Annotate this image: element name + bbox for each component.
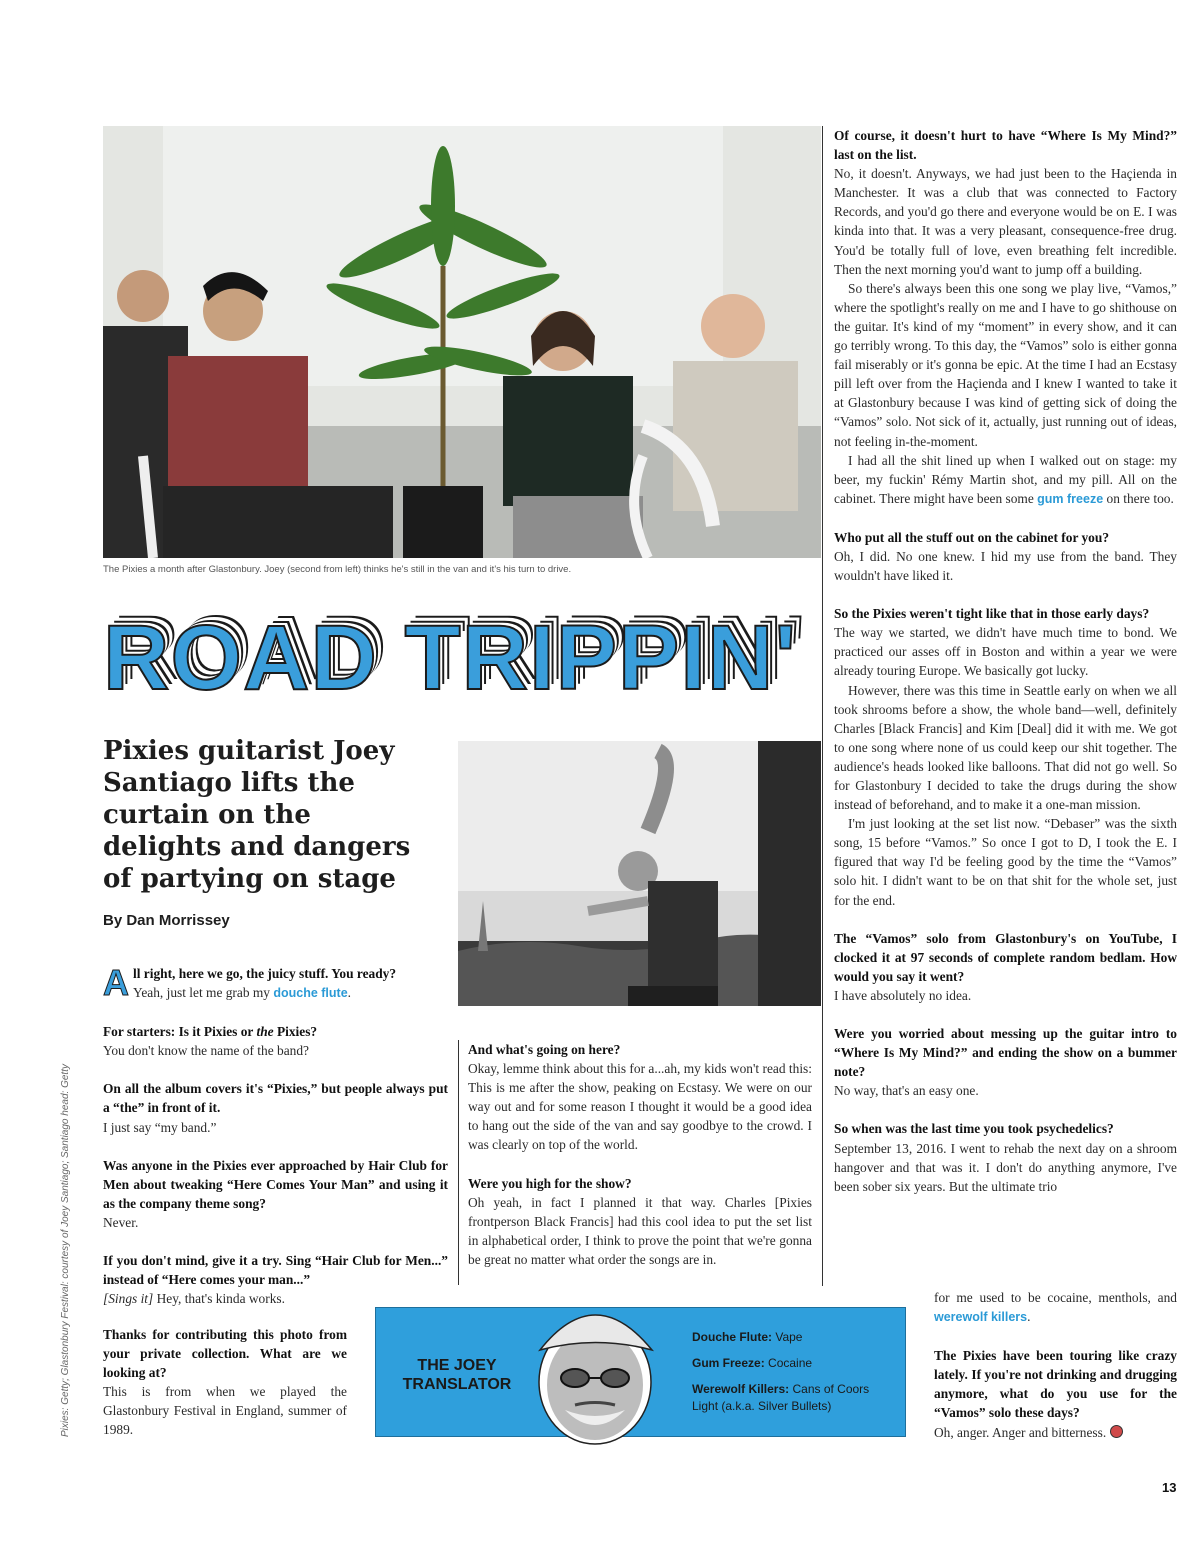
question-4: Was anyone in the Pixies ever approached by Hair Club for Men about tweaking “Here Comes Your Man” and using it as the company theme song? xyxy=(103,1157,448,1211)
answer-1 xyxy=(103,983,448,1003)
answer-3: I just say “my band.” xyxy=(103,1119,217,1135)
answer-4: Never. xyxy=(103,1214,139,1230)
translator-list xyxy=(692,1329,892,1424)
question-2 xyxy=(103,1022,448,1041)
translator-item-gum-freeze xyxy=(692,1355,892,1372)
answer-13: No way, that's an easy one. xyxy=(834,1083,979,1099)
page-number: 13 xyxy=(1162,1480,1177,1495)
column-1-bottom xyxy=(103,1325,347,1440)
byline: By Dan Morrissey xyxy=(103,912,230,929)
band-photo xyxy=(103,126,821,558)
werewolf-killers-term: werewolf killers xyxy=(934,1310,1028,1325)
column-3 xyxy=(834,126,1177,1196)
translator-term: Douche Flute: xyxy=(692,1330,772,1344)
column-1 xyxy=(103,964,448,1308)
question-11: So the Pixies weren't tight like that in those early days? xyxy=(834,606,1150,622)
answer-5 xyxy=(103,1289,448,1308)
joey-head-illustration xyxy=(520,1290,670,1450)
answer-1-text: Yeah, just let me grab my xyxy=(133,985,274,1001)
column-2 xyxy=(468,1040,812,1269)
translator-term: Werewolf Killers: xyxy=(692,1382,790,1396)
column-3-bottom xyxy=(934,1288,1177,1442)
answer-15 xyxy=(934,1423,1177,1442)
question-2-end: Pixies? xyxy=(273,1024,318,1040)
answer-14b xyxy=(934,1288,1177,1327)
photo-caption: The Pixies a month after Glastonbury. Joey (second from left) thinks he's still in the van and it's his turn to drive. xyxy=(103,564,572,575)
gum-freeze-term: gum freeze xyxy=(1037,491,1104,506)
end-mark-icon xyxy=(1110,1425,1123,1438)
joey-head-icon xyxy=(520,1290,670,1450)
translator-term: Gum Freeze: xyxy=(692,1356,765,1370)
answer-9c xyxy=(834,451,1177,509)
question-3: On all the album covers it's “Pixies,” but people always put a “the” in front of it. xyxy=(103,1081,448,1116)
answer-7: Okay, lemme think about this for a...ah, my kids won't read this: This is me after the show, peaking on Ecstasy. We were on our way out and for some reason I thought it would be a good idea to hang out the side of the van and say goodbye to the crowd. I was clearly on top of the world. xyxy=(468,1061,812,1153)
question-8: Were you high for the show? xyxy=(468,1175,632,1191)
answer-2: You don't know the name of the band? xyxy=(103,1043,309,1059)
answer-9: No, it doesn't. Anyways, we had just been to the Haçienda in Manchester. It was a club that was connected to Factory Records, and you'd go there and everyone would be on E. I was kinda into that. It was a very pleasant, consequence-free drug. You'd be totally full of love, even breathing felt incredible. Then the next morning you'd want to jump off a building. xyxy=(834,166,1177,277)
question-12: The “Vamos” solo from Glastonbury's on YouTube, I clocked it at 97 seconds of complete random bedlam. How would you say it went? xyxy=(834,930,1177,984)
answer-14b-text: for me used to be cocaine, menthols, and xyxy=(934,1290,1177,1305)
answer-14b-end: . xyxy=(1027,1309,1031,1325)
answer-9c-end: on there too. xyxy=(1103,490,1174,506)
answer-8: Oh yeah, in fact I planned it that way. Charles [Pixies frontperson Black Francis] had this cool idea to put the set list in alphabetical order, I think to prove the point that we're gonna be great no matter what order the songs are in. xyxy=(468,1194,812,1267)
question-9: Of course, it doesn't hurt to have “Where Is My Mind?” last on the list. xyxy=(834,128,1177,163)
question-13: Were you worried about messing up the guitar intro to “Where Is My Mind?” and ending the show on a bummer note? xyxy=(834,1026,1177,1080)
answer-11: The way we started, we didn't have much time to bond. We practiced our asses off in Boston and within a year we were already touring Europe. We basically got lucky. xyxy=(834,625,1177,679)
answer-12: I have absolutely no idea. xyxy=(834,987,972,1003)
column-rule-left xyxy=(458,1040,459,1285)
translator-meaning: Vape xyxy=(772,1330,803,1344)
question-15: The Pixies have been touring like crazy lately. If you're not drinking and drugging anymore, what do you use for the “Vamos” solo these days? xyxy=(934,1348,1177,1421)
answer-15-text: Oh, anger. Anger and bitterness. xyxy=(934,1424,1107,1440)
band-photo-image xyxy=(103,126,821,558)
dropcap: A xyxy=(103,962,129,1003)
answer-5-text: Hey, that's kinda works. xyxy=(153,1291,285,1307)
question-5: If you don't mind, give it a try. Sing “Hair Club for Men...” instead of “Here comes your man...” xyxy=(103,1253,448,1288)
question-10: Who put all the stuff out on the cabinet for you? xyxy=(834,529,1110,545)
answer-14: September 13, 2016. I went to rehab the next day on a shroom hangover and that was it. I don't do anything anymore, I've been sober six years. But the ultimate trio xyxy=(834,1140,1177,1194)
answer-10: Oh, I did. No one knew. I hid my use from the band. They wouldn't have liked it. xyxy=(834,548,1177,584)
deck: Pixies guitarist Joey Santiago lifts the curtain on the delights and dangers of partying on stage xyxy=(103,736,411,894)
answer-9c-text: I had all the shit lined up when I walked out on stage: my beer, my fuckin' Rémy Martin shot, and my pill. All on the cabinet. There might have been some xyxy=(834,452,1177,506)
translator-meaning: Cans of Coors Light (a.k.a. Silver Bullets) xyxy=(692,1382,870,1413)
translator-meaning: Cocaine xyxy=(764,1356,813,1370)
photo-credit: Pixies: Getty; Glastonbury Festival: courtesy of Joey Santiago; Santiago head: Getty xyxy=(60,1064,71,1437)
concert-photo-image xyxy=(458,741,821,1006)
column-rule-right xyxy=(822,126,823,1286)
question-1: ll right, here we go, the juicy stuff. You ready? xyxy=(133,966,397,981)
answer-5-stage: [Sings it] xyxy=(103,1291,154,1307)
answer-11b: However, there was this time in Seattle early on when we all took shrooms before a show, the whole band—well, definitely Charles [Black Francis] and Kim [Deal] did it with me. We got to one song where none of us could keep our shit together. The audience's heads looked like balloons. That did not go well. So for Glastonbury I decided to take the drugs during the show instead of beforehand, and to make it a one-man mission. xyxy=(834,682,1177,813)
question-7: And what's going on here? xyxy=(468,1042,621,1057)
question-2-emphasis: the xyxy=(256,1024,274,1040)
question-14: So when was the last time you took psychedelics? xyxy=(834,1121,1114,1137)
answer-1-end: . xyxy=(347,985,352,1001)
answer-9b: So there's always been this one song we play live, “Vamos,” where the spotlight's really on me and I have to go shithouse on the guitar. It's kind of my “moment” in every show, and it can go terribly wrong. To this day, the “Vamos” solo is either gonna fail miserably or it's gonna be epic. At the time I had an Ecstasy pill left over from the Haçienda and I knew I wanted to take it at Glastonbury because I was kind of getting sick of doing the “Vamos” solo. Not sick of it, actually, just running out of ideas, not feeling in-the-moment. xyxy=(834,280,1177,449)
translator-item-werewolf-killers xyxy=(692,1381,892,1415)
douche-flute-term: douche flute xyxy=(273,986,348,1001)
concert-photo xyxy=(458,741,821,1006)
answer-11c: I'm just looking at the set list now. “Debaser” was the sixth song, 15 before “Vamos.” So once I got to D, I took the E. I figured that way I'd be feeling good by the time the “Vamos” solo hit. I didn't want to be on that shit for the whole set, just for the end. xyxy=(834,816,1177,908)
translator-title: THE JOEY TRANSLATOR xyxy=(402,1357,512,1393)
translator-item-douche-flute xyxy=(692,1329,892,1346)
question-6: Thanks for contributing this photo from your private collection. What are we looking at? xyxy=(103,1327,347,1381)
question-2-text: For starters: Is it Pixies or xyxy=(103,1024,257,1040)
answer-6: This is from when we played the Glastonbury Festival in England, summer of 1989. xyxy=(103,1384,347,1438)
headline: ROAD TRIPPIN' xyxy=(103,607,798,709)
